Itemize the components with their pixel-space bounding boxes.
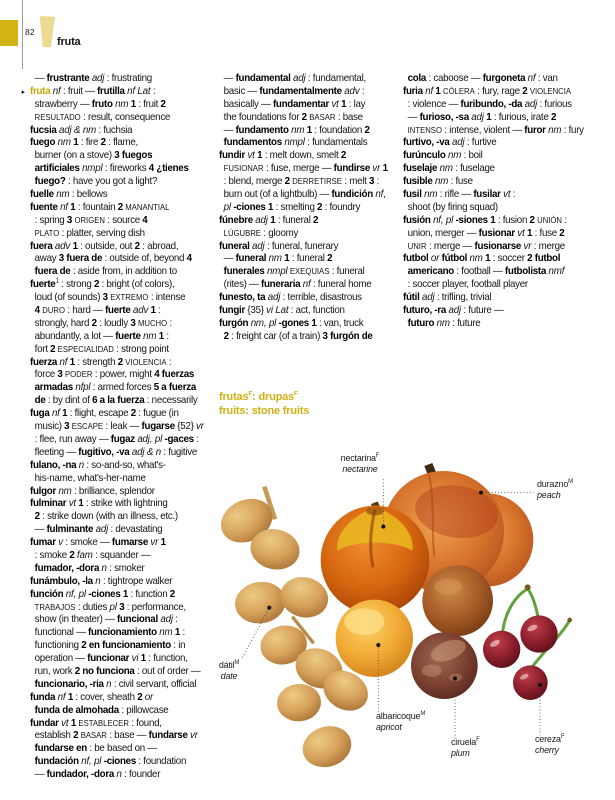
dict-line: burn out (of a lightbulb) — fundición nf, (223, 188, 386, 201)
fruit-label-ciruela: ciruela$^F$ plum (451, 737, 480, 758)
dict-line: — fundamento nm 1 : foundation 2 (223, 123, 370, 136)
dictionary-column-3 (403, 72, 612, 330)
figure-title-es: frutas$^F$: drupas$^F$ (219, 390, 298, 403)
dict-line: pl -ciones 1 : smelting 2 : foundry (223, 200, 361, 213)
dict-line: funcionario, -ria n : civil servant, official (34, 677, 197, 690)
dict-line: cola : caboose — furgoneta nf : van (407, 72, 558, 84)
brown-plum-illustration (422, 565, 493, 636)
dict-line: fuente nf 1 : fountain 2 MANANTIAL (30, 200, 170, 213)
dict-line: fulgor nm : brilliance, splendor (30, 484, 155, 497)
dict-line: fuselaje nm : fuselage (403, 162, 495, 175)
dict-line: fleeting — fugitivo, -va adj & n : fugitive (34, 445, 198, 458)
dict-line: fundamentos nmpl : fundamentals (223, 136, 368, 149)
dict-line: fulminar vt 1 : strike with lightning (30, 497, 168, 510)
dict-line: functional — funcionamiento nm 1 : (34, 626, 185, 639)
fruit-label-cereza: cereza$^F$ cherry (535, 734, 565, 755)
dict-line: 2 : strike down (with an illness, etc.) (34, 510, 178, 523)
dict-line: — furioso, -sa adj 1 : furious, irate 2 (407, 110, 557, 123)
dict-line: funda de almohada : pillowcase (34, 703, 169, 716)
dict-line: his-name, what's-her-name (34, 471, 146, 484)
dict-line: strawberry — fruto nm 1 : fruit 2 (34, 97, 166, 110)
dict-line: fundarse en : be based on — (34, 742, 157, 755)
dict-line: : smoke 2 fam : squander — (34, 548, 151, 561)
dict-line: operation — funcionar vi 1 : function, (34, 652, 188, 665)
dict-line: furúnculo nm : boil (403, 149, 483, 162)
dict-line: — fulminante adj : devastating (34, 523, 163, 536)
dict-line: funda nf 1 : cover, sheath 2 or (30, 690, 154, 703)
dict-line: furgón nm, pl -gones 1 : van, truck (219, 316, 364, 329)
dict-line: artificiales nmpl : fireworks 4 ¿tienes (34, 162, 189, 175)
dict-line: fuerza nf 1 : strength 2 VIOLENCIA : (30, 355, 172, 368)
dict-line: fundir vt 1 : melt down, smelt 2 (219, 149, 346, 162)
dict-line: : violence — furibundo, -da adj : furious (407, 97, 572, 110)
dict-line: union, merger — fusionar vt 1 : fuse 2 (407, 226, 565, 239)
dict-line: ▸ fruta nf : fruit — frutilla nf Lat : (30, 85, 221, 98)
dict-line: furtivo, -va adj : furtive (403, 136, 497, 149)
cherries-illustration (483, 584, 572, 700)
dict-line: fundar vt 1 ESTABLECER : found, (30, 716, 162, 729)
header-rule (22, 0, 23, 69)
dict-line: armadas nfpl : armed forces 5 a fuerza (34, 381, 196, 394)
dict-line: futuro nm : future (407, 316, 481, 329)
dict-line: fúnebre adj 1 : funeral 2 (219, 213, 319, 226)
dict-line: (rites) — funeraria nf : funeral home (223, 278, 372, 291)
fruit-label-nectarina: nectarina$^F$ nectarine (340, 453, 380, 474)
dict-line: fusible nm : fuse (403, 175, 473, 188)
dict-line: furia nf 1 CÓLERA : fury, rage 2 VIOLENCIA (403, 84, 572, 97)
dict-line: funesto, ta adj : terrible, disastrous (219, 291, 362, 304)
dict-line: force 3 PODER : power, might 4 fuerzas (34, 368, 195, 381)
fruit-label-durazno: durazno$^M$ peach (537, 479, 573, 500)
dict-line: : blend, merge 2 DERRETIRSE : melt 3 : (223, 175, 380, 188)
dict-line: función nf, pl -ciones 1 : function 2 (30, 587, 175, 600)
dict-line: show (in theater) — funcional adj : (34, 613, 178, 626)
dict-line: basically — fundamentar vt 1 : lay (223, 97, 366, 110)
dict-line: fungir {35} vi Lat : act, function (219, 304, 345, 317)
entry-arrow-icon: ▸ (21, 88, 25, 96)
fruit-label-albaricoque: albaricoque$^M$ apricot (376, 711, 426, 732)
dict-line: fulano, -na n : so-and-so, what's- (30, 458, 166, 471)
dict-line: futuro, -ra adj : future — (403, 304, 504, 317)
dict-line: basic — fundamentalmente adv : (223, 84, 365, 97)
dict-line: the foundations for 2 BASAR : base (223, 110, 363, 123)
dict-line: : flee, run away — fugaz adj, pl -gaces : (34, 432, 199, 445)
dict-line: 2 : freight car (of a train) 3 furgón de (223, 329, 373, 342)
dict-line: fumar v : smoke — fumarse vr 1 (30, 536, 166, 549)
dict-line: — frustrante adj : frustrating (34, 72, 152, 84)
dict-line: FUSIONAR : fuse, merge — fundirse vr 1 (223, 162, 388, 175)
dict-line: fumador, -dora n : smoker (34, 561, 145, 574)
dict-line: fuelle nm : bellows (30, 188, 108, 201)
dict-line: futbol or fútbol nm 1 : soccer 2 futbol (403, 252, 561, 265)
dict-line: funeral adj : funeral, funerary (219, 239, 339, 252)
dict-line: funámbulo, -la n : tightrope walker (30, 574, 173, 587)
dict-line: fútil adj : trifling, trivial (403, 291, 492, 304)
apricot-illustration (336, 600, 413, 677)
dictionary-column-1 (21, 72, 221, 781)
dict-line: fort 2 ESPECIALIDAD : strong point (34, 342, 169, 355)
dict-line: fuego? : have you got a light? (34, 175, 158, 188)
figure-title (219, 391, 309, 418)
section-color-tab (0, 20, 18, 46)
dict-line: shoot (by firing squad) (407, 200, 498, 213)
dict-line: functioning 2 en funcionamiento : in (34, 639, 186, 652)
dict-line: : spring 3 ORIGEN : source 4 (34, 213, 148, 226)
dict-line: INTENSO : intense, violent — furor nm : fury (407, 123, 584, 136)
dict-line: music) 3 ESCAPE : leak — fugarse {52} vr (34, 420, 204, 433)
dict-line: loud (of sounds) 3 EXTREMO : intense (34, 291, 186, 304)
dict-line: fuera de : aside from, in addition to (34, 265, 177, 278)
dict-line: : soccer player, football player (407, 278, 528, 291)
dict-line: RESULTADO : result, consequence (34, 110, 171, 123)
dict-line: 4 DURO : hard — fuerte adv 1 : (34, 304, 161, 317)
dict-line: americano : football — futbolista nmf (407, 265, 565, 278)
dict-line: strongly, hard 2 : loudly 3 MUCHO : (34, 316, 172, 329)
dict-line: UNIR : merge — fusionarse vr : merge (407, 239, 565, 252)
guide-word: fruta (57, 36, 81, 48)
dict-line: funerales nmpl EXEQUIAS : funeral (223, 265, 365, 278)
dict-line: establish 2 BASAR : base — fundarse vr (34, 729, 198, 742)
fruit-label-datil: dátil$^M$ date (218, 660, 240, 681)
dict-line: fundación nf, pl -ciones : foundation (34, 755, 187, 768)
dict-line: burner (on a stove) 3 fuegos (34, 149, 153, 162)
dict-line: — fundamental adj : fundamental, (223, 72, 366, 84)
dict-line: — fundador, -dora n : founder (34, 768, 161, 781)
dict-line: fucsia adj & nm : fuchsia (30, 123, 133, 136)
dict-line: fusil nm : rifle — fusilar vt : (403, 188, 516, 201)
dict-line: LÚGUBRE : gloomy (223, 226, 299, 239)
dictionary-column-2 (219, 72, 410, 343)
dict-line: TRABAJOS : duties pl 3 : performance, (34, 600, 186, 613)
figure-title-en: fruits: stone fruits (219, 404, 310, 417)
dict-line: fuerte$^1$ : strong 2 : bright (of colors), (30, 277, 175, 291)
dict-line: fusión nf, pl -siones 1 : fusion 2 UNIÓN : (403, 213, 567, 226)
dict-line: PLATO : platter, serving dish (34, 226, 145, 239)
plum-illustration (411, 632, 478, 699)
dict-line: de : by dint of 6 a la fuerza : necessarily (34, 394, 198, 407)
dict-line: fuera adv 1 : outside, out 2 : abroad, (30, 239, 179, 252)
dict-line: fuego nm 1 : fire 2 : flame, (30, 136, 138, 149)
dict-line: abundantly, a lot — fuerte nm 1 : (34, 329, 169, 342)
thumb-tab-icon (38, 16, 55, 47)
dict-line: away 3 fuera de : outside of, beyond 4 (34, 252, 192, 265)
page-number: 82 (25, 27, 35, 37)
dict-line: run, work 2 no funciona : out of order — (34, 664, 201, 677)
dict-line: fuga nf 1 : flight, escape 2 : fugue (in (30, 407, 179, 420)
dict-line: — funeral nm 1 : funeral 2 (223, 252, 333, 265)
